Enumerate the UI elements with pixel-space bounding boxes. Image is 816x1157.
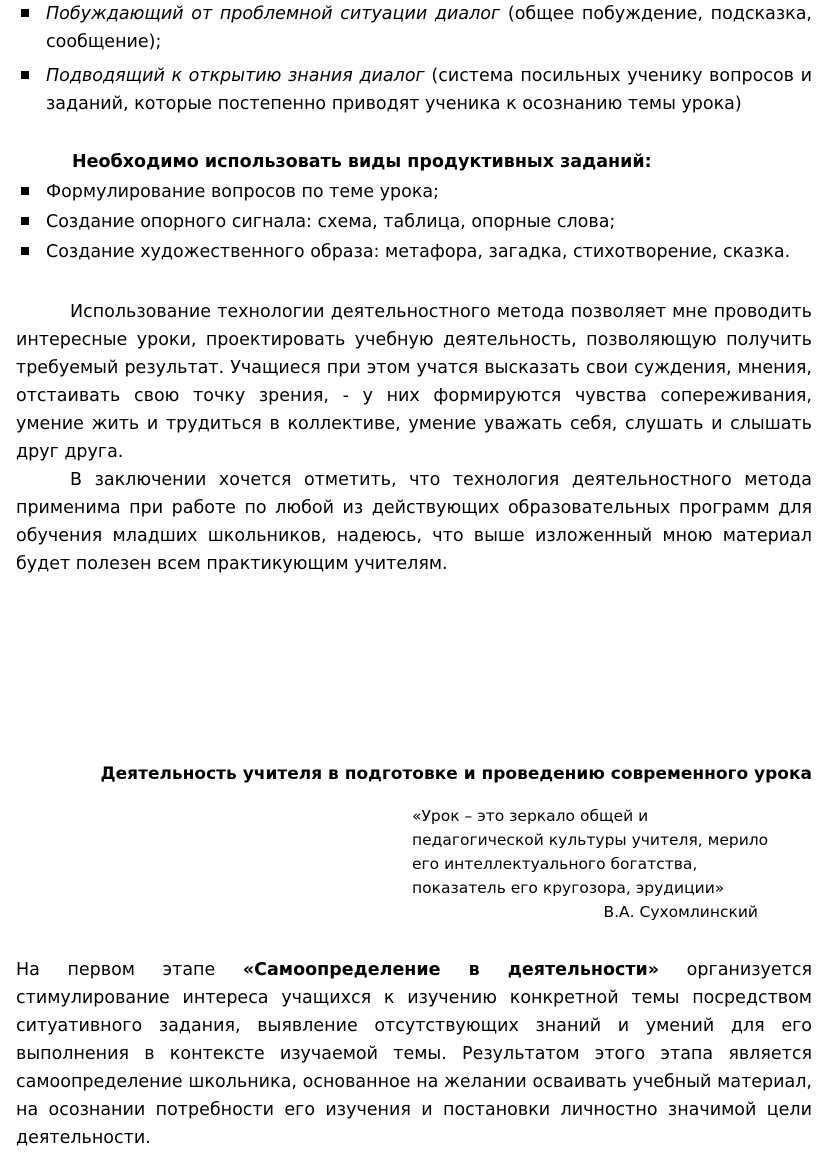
square-bullet-icon bbox=[21, 187, 29, 195]
list-item-emphasis: Подводящий к открытию знания диалог bbox=[46, 66, 425, 86]
section-title: Деятельность учителя в подготовке и проведению современного урока bbox=[100, 764, 812, 784]
list-item bbox=[46, 62, 812, 118]
epigraph-line: его интеллектуального богатства, bbox=[412, 855, 698, 873]
list-item bbox=[46, 238, 812, 266]
paragraph-emphasis: «Самоопределение в деятельности» bbox=[242, 960, 660, 980]
body-paragraph: Использование технологии деятельностного метода позволяет мне проводить интересные уроки, проектировать учебную деятельность, позволяющую получить требуемый результат. Учащиеся при этом учатся высказать свои суждения, мнения, отстаивать свою точку зрения, - у них формируются чувства сопереживания, умение жить и трудиться в коллективе, умение уважать себя, слушать и слышать друг друга. bbox=[16, 302, 812, 462]
list-item bbox=[46, 208, 812, 236]
epigraph-line: педагогической культуры учителя, мерило bbox=[412, 831, 769, 849]
list-item-text: Создание художественного образа: метафора, загадка, стихотворение, сказка. bbox=[46, 242, 791, 262]
body-paragraph bbox=[16, 956, 812, 1152]
subheading: Необходимо использовать виды продуктивных заданий: bbox=[72, 152, 652, 172]
square-bullet-icon bbox=[21, 247, 29, 255]
square-bullet-icon bbox=[21, 71, 29, 79]
list-item-text: Создание опорного сигнала: схема, таблица, опорные слова; bbox=[46, 212, 616, 232]
square-bullet-icon bbox=[21, 217, 29, 225]
list-item-text: (система посильных ученику вопросов и заданий, которые постепенно приводят ученика к осознанию темы урока) bbox=[46, 66, 812, 114]
list-item bbox=[46, 0, 812, 56]
epigraph-line: показатель его кругозора, эрудиции» bbox=[412, 879, 725, 897]
epigraph-author: В.А. Сухомлинский bbox=[603, 903, 758, 921]
list-item bbox=[46, 178, 812, 206]
body-paragraph: В заключении хочется отметить, что технология деятельностного метода применима при работе по любой из действующих образовательных программ для обучения младших школьников, надеюсь, что выше изложенный мною материал будет полезен всем практикующим учителям. bbox=[16, 470, 812, 574]
list-item-text: (общее побуждение, подсказка, сообщение); bbox=[46, 4, 812, 52]
paragraph-lead: На первом этапе bbox=[16, 960, 243, 980]
list-item-text: Формулирование вопросов по теме урока; bbox=[46, 182, 440, 202]
paragraph-text: организуется стимулирование интереса учащихся к изучению конкретной темы посредством ситуативного задания, выявление отсутствующих знаний и умений для его выполнения в контексте изучаемой темы. Результатом этого этапа является самоопределение школьника, основанное на желании осваивать учебный материал, на осознании потребности его изучения и постановки личностно значимой цели деятельности. bbox=[16, 960, 813, 1148]
epigraph-line: «Урок – это зеркало общей и bbox=[412, 807, 649, 825]
list-item-emphasis: Побуждающий от проблемной ситуации диалог bbox=[46, 4, 501, 24]
square-bullet-icon bbox=[21, 9, 29, 17]
